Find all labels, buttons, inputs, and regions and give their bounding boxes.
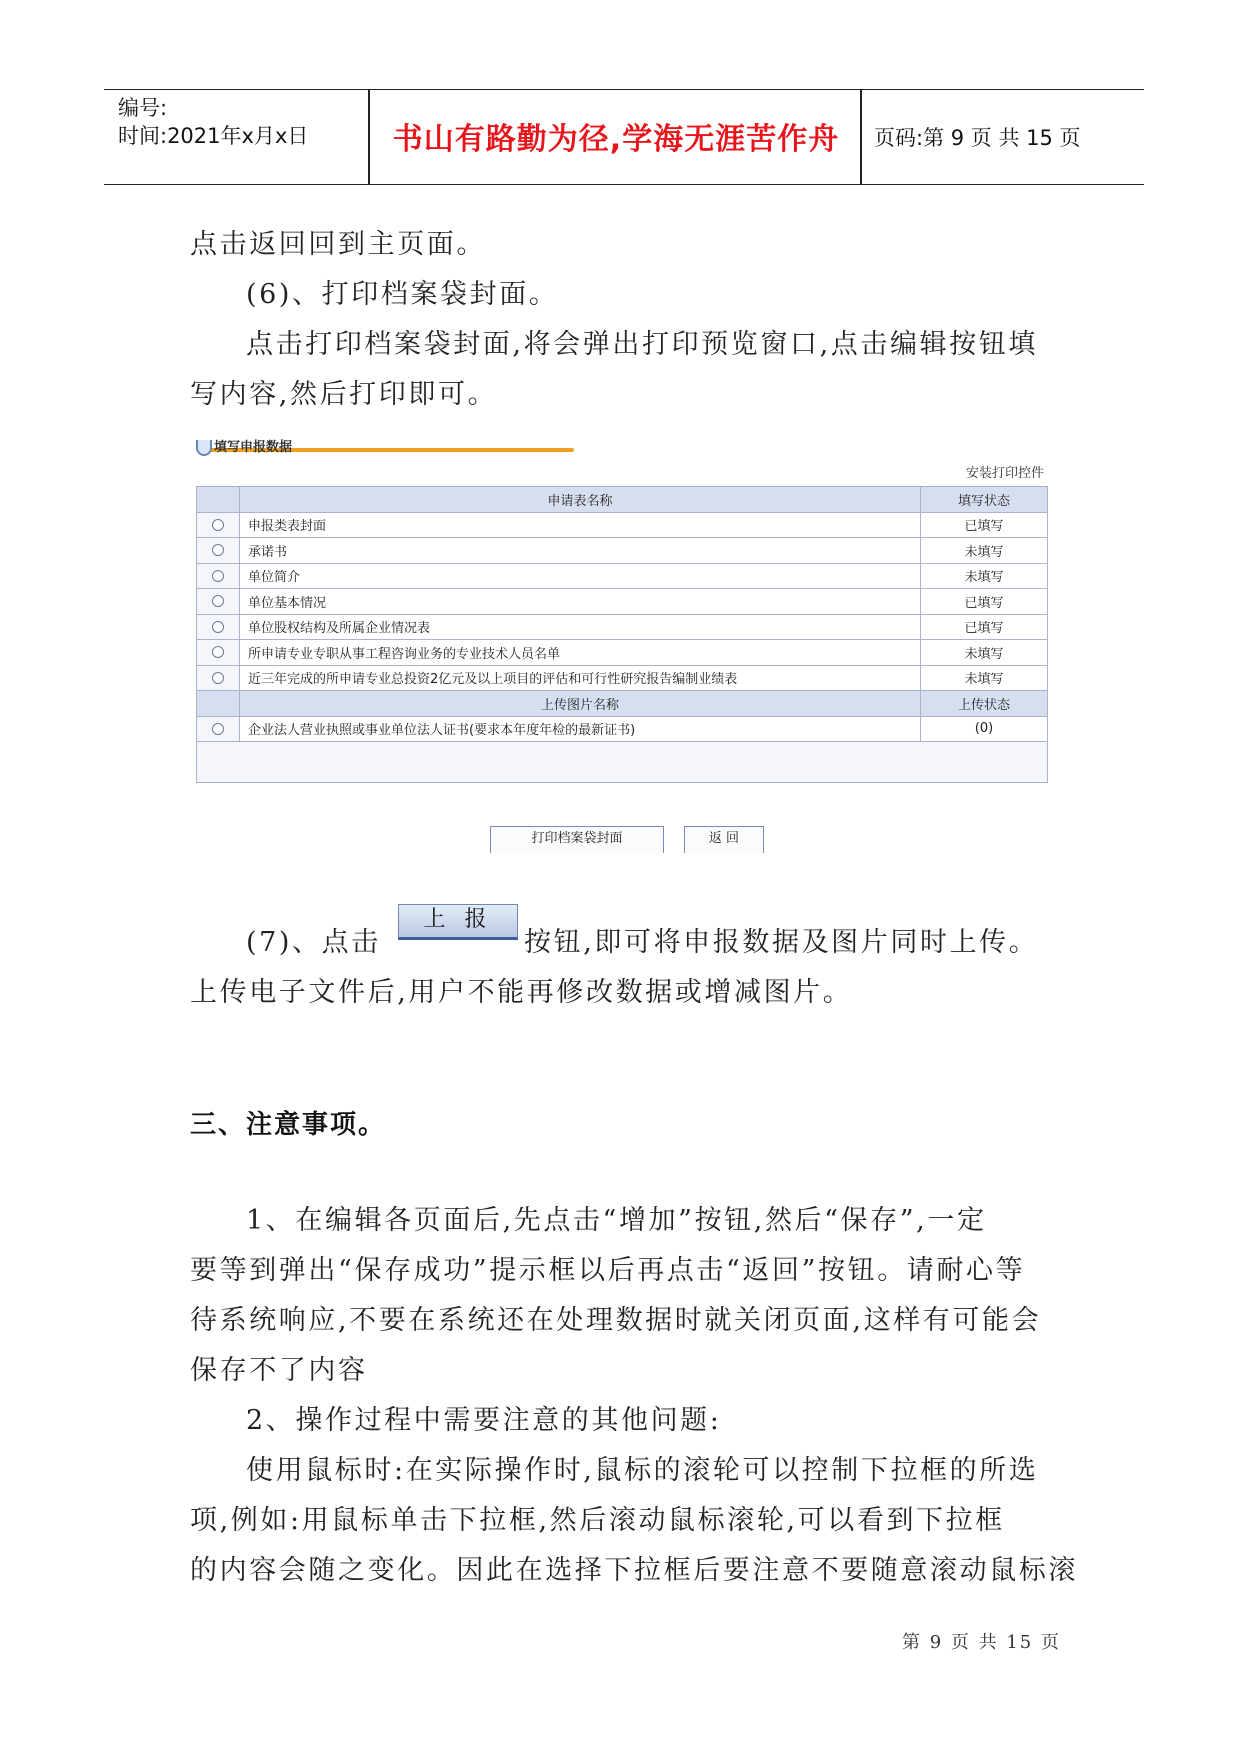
doc-time-label: 时间:2021年x月x日 <box>118 124 309 148</box>
paragraph: 项,例如:用鼠标单击下拉框,然后滚动鼠标滚轮,可以看到下拉框 <box>190 1505 1005 1536</box>
header-page-label: 页码:第 9 页 共 15 页 <box>874 126 1081 150</box>
empty-cell <box>197 742 1048 783</box>
radio-button[interactable] <box>212 544 224 556</box>
paragraph: 按钮,即可将申报数据及图片同时上传。 <box>524 927 1039 958</box>
header-motto: 书山有路勤为径,学海无涯苦作舟 <box>392 122 840 157</box>
row-name: 承诺书 <box>240 538 921 564</box>
radio-button[interactable] <box>212 570 224 582</box>
radio-cell[interactable] <box>197 614 240 640</box>
header-divider <box>368 90 370 184</box>
header-divider <box>860 90 862 184</box>
radio-cell[interactable] <box>197 563 240 589</box>
radio-cell[interactable] <box>197 589 240 615</box>
paragraph: (6)、打印档案袋封面。 <box>246 279 559 310</box>
paragraph: 要等到弹出“保存成功”提示框以后再点击“返回”按钮。请耐心等 <box>190 1255 1026 1286</box>
table-row <box>197 563 1048 589</box>
paragraph: 点击打印档案袋封面,将会弹出打印预览窗口,点击编辑按钮填 <box>246 329 1038 360</box>
paragraph: 点击返回回到主页面。 <box>190 229 486 260</box>
radio-button[interactable] <box>212 595 224 607</box>
paragraph: 写内容,然后打印即可。 <box>190 379 498 410</box>
radio-cell[interactable] <box>197 640 240 666</box>
radio-cell[interactable] <box>197 665 240 691</box>
row-status: (0) <box>921 716 1048 742</box>
col-header-status: 填写状态 <box>921 487 1048 513</box>
page-header <box>104 89 1144 185</box>
radio-button[interactable] <box>212 646 224 658</box>
table-header-cell <box>197 487 240 513</box>
col-header-upload-status: 上传状态 <box>921 691 1048 717</box>
col-header-name: 申请表名称 <box>240 487 921 513</box>
row-name: 近三年完成的所申请专业总投资2亿元及以上项目的评估和可行性研究报告编制业绩表 <box>240 665 921 691</box>
paragraph: 1、在编辑各页面后,先点击“增加”按钮,然后“保存”,一定 <box>246 1205 987 1236</box>
print-cover-button[interactable]: 打印档案袋封面 <box>490 826 664 853</box>
row-name: 申报类表封面 <box>240 512 921 538</box>
panel-title: 填写申报数据 <box>214 440 293 455</box>
radio-button[interactable] <box>212 621 224 633</box>
table-row <box>197 538 1048 564</box>
row-status: 未填写 <box>921 640 1048 666</box>
table-row <box>197 716 1048 742</box>
table-row <box>197 665 1048 691</box>
form-table <box>196 486 1048 783</box>
paragraph: 的内容会随之变化。因此在选择下拉框后要注意不要随意滚动鼠标滚 <box>190 1555 1078 1586</box>
row-name: 企业法人营业执照或事业单位法人证书(要求本年度年检的最新证书) <box>240 716 921 742</box>
doc-number-label: 编号: <box>118 96 168 120</box>
radio-button[interactable] <box>212 672 224 684</box>
page-footer: 第 9 页 共 15 页 <box>902 1632 1061 1653</box>
radio-cell[interactable] <box>197 716 240 742</box>
paragraph: 保存不了内容 <box>190 1355 368 1386</box>
table-row <box>197 589 1048 615</box>
back-button[interactable]: 返 回 <box>684 826 764 853</box>
table-header-cell <box>197 691 240 717</box>
row-name: 所申请专业专职从事工程咨询业务的专业技术人员名单 <box>240 640 921 666</box>
panel-header <box>192 440 1054 458</box>
row-status: 未填写 <box>921 563 1048 589</box>
row-name: 单位股权结构及所属企业情况表 <box>240 614 921 640</box>
report-button[interactable]: 上 报 <box>398 904 518 940</box>
paragraph: (7)、点击 <box>246 927 381 958</box>
radio-cell[interactable] <box>197 538 240 564</box>
radio-button[interactable] <box>212 723 224 735</box>
paragraph: 上传电子文件后,用户不能再修改数据或增减图片。 <box>190 977 853 1008</box>
embedded-screenshot <box>192 440 1054 860</box>
table-row-empty <box>197 742 1048 783</box>
row-status: 已填写 <box>921 589 1048 615</box>
section-heading: 三、注意事项。 <box>190 1110 387 1140</box>
table-row <box>197 640 1048 666</box>
row-status: 已填写 <box>921 614 1048 640</box>
row-status: 未填写 <box>921 665 1048 691</box>
row-status: 未填写 <box>921 538 1048 564</box>
paragraph: 使用鼠标时:在实际操作时,鼠标的滚轮可以控制下拉框的所选 <box>246 1455 1039 1486</box>
col-header-upload-name: 上传图片名称 <box>240 691 921 717</box>
paragraph: 2、操作过程中需要注意的其他问题: <box>246 1405 722 1436</box>
row-status: 已填写 <box>921 512 1048 538</box>
shield-icon <box>196 440 212 456</box>
table-row <box>197 512 1048 538</box>
paragraph: 待系统响应,不要在系统还在处理数据时就关闭页面,这样有可能会 <box>190 1305 1042 1336</box>
row-name: 单位简介 <box>240 563 921 589</box>
radio-button[interactable] <box>212 519 224 531</box>
radio-cell[interactable] <box>197 512 240 538</box>
row-name: 单位基本情况 <box>240 589 921 615</box>
header-meta <box>118 94 308 150</box>
install-print-control-link[interactable]: 安装打印控件 <box>965 466 1044 481</box>
table-row <box>197 614 1048 640</box>
